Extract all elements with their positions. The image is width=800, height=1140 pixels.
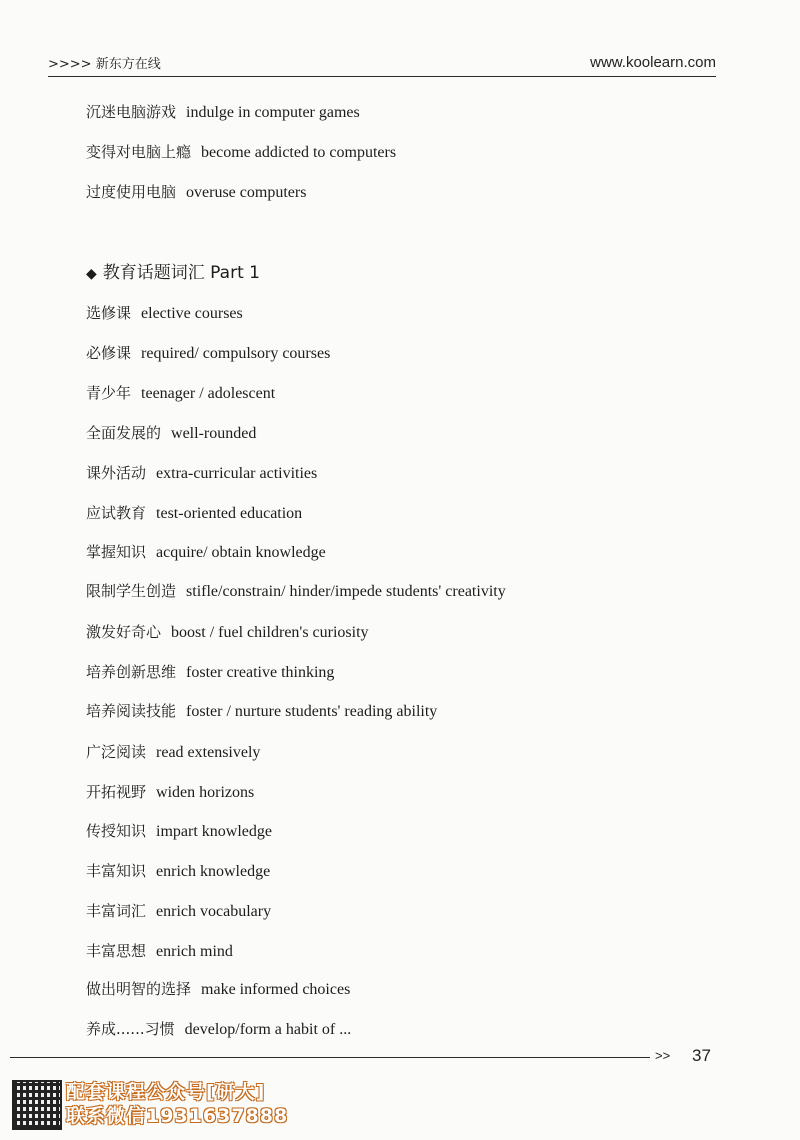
phrase-english: required/ compulsory courses bbox=[141, 345, 331, 362]
section-heading bbox=[86, 258, 260, 283]
page-header bbox=[48, 52, 716, 77]
phrase-chinese: 做出明智的选择 bbox=[86, 980, 192, 998]
phrase-english: teenager / adolescent bbox=[141, 385, 276, 402]
phrase-item bbox=[86, 302, 243, 323]
phrase-item bbox=[86, 541, 326, 562]
page-number: 37 bbox=[692, 1046, 711, 1065]
phrase-item bbox=[86, 382, 275, 403]
phrase-chinese: 培养阅读技能 bbox=[86, 702, 177, 720]
promo-watermark bbox=[66, 1080, 288, 1128]
phrase-chinese: 广泛阅读 bbox=[86, 743, 147, 761]
phrase-item bbox=[86, 342, 330, 363]
phrase-chinese: 选修课 bbox=[86, 304, 132, 322]
phrase-english: test-oriented education bbox=[156, 505, 303, 522]
phrase-item bbox=[86, 900, 271, 921]
phrase-chinese: 限制学生创造 bbox=[86, 582, 177, 600]
phrase-english: enrich knowledge bbox=[156, 863, 271, 880]
phrase-chinese: 必修课 bbox=[86, 344, 132, 362]
phrase-chinese: 养成......习惯 bbox=[86, 1020, 175, 1038]
phrase-english: well-rounded bbox=[171, 425, 257, 442]
phrase-english: overuse computers bbox=[186, 184, 307, 201]
phrase-english: enrich mind bbox=[156, 943, 233, 960]
phrase-chinese: 开拓视野 bbox=[86, 783, 147, 801]
phrase-english: develop/form a habit of ... bbox=[184, 1021, 352, 1038]
phrase-item bbox=[86, 700, 437, 721]
phrase-english: boost / fuel children's curiosity bbox=[171, 624, 369, 641]
phrase-item bbox=[86, 978, 350, 999]
phrase-chinese: 应试教育 bbox=[86, 504, 147, 522]
diamond-bullet-icon: ◆ bbox=[86, 266, 97, 282]
phrase-english: foster creative thinking bbox=[186, 664, 335, 681]
footer-arrows: >> bbox=[655, 1048, 671, 1063]
phrase-chinese: 课外活动 bbox=[86, 464, 147, 482]
phrase-chinese: 丰富思想 bbox=[86, 942, 147, 960]
phrase-english: indulge in computer games bbox=[186, 104, 360, 121]
phrase-item bbox=[86, 940, 233, 961]
footer-rule bbox=[10, 1057, 650, 1058]
phrase-item bbox=[86, 741, 260, 762]
phrase-chinese: 过度使用电脑 bbox=[86, 183, 177, 201]
phrase-chinese: 丰富知识 bbox=[86, 862, 147, 880]
phrase-chinese: 激发好奇心 bbox=[86, 623, 162, 641]
phrase-item bbox=[86, 422, 256, 443]
phrase-item bbox=[86, 781, 254, 802]
phrase-item bbox=[86, 820, 272, 841]
phrase-english: widen horizons bbox=[156, 784, 255, 801]
phrase-english: enrich vocabulary bbox=[156, 903, 272, 920]
phrase-item bbox=[86, 462, 317, 483]
promo-line-2: 联系微信1931637888 bbox=[66, 1105, 289, 1127]
qr-code-icon bbox=[14, 1082, 60, 1128]
header-brand: >>>> 新东方在线 bbox=[48, 57, 161, 72]
phrase-item bbox=[86, 141, 396, 162]
promo-line-1: 配套课程公众号[研大] bbox=[66, 1081, 266, 1103]
phrase-chinese: 掌握知识 bbox=[86, 543, 147, 561]
phrase-english: extra-curricular activities bbox=[156, 465, 318, 482]
phrase-item bbox=[86, 502, 302, 523]
phrase-english: acquire/ obtain knowledge bbox=[156, 544, 326, 561]
section-title-text: 教育话题词汇 Part 1 bbox=[102, 263, 260, 283]
phrase-english: foster / nurture students' reading ability bbox=[186, 703, 438, 720]
phrase-english: become addicted to computers bbox=[201, 144, 397, 161]
phrase-english: elective courses bbox=[141, 305, 243, 322]
phrase-item bbox=[86, 580, 506, 601]
phrase-item bbox=[86, 181, 306, 202]
phrase-chinese: 传授知识 bbox=[86, 822, 147, 840]
phrase-english: make informed choices bbox=[201, 981, 351, 998]
phrase-chinese: 变得对电脑上瘾 bbox=[86, 143, 192, 161]
phrase-item bbox=[86, 621, 369, 642]
phrase-item bbox=[86, 661, 334, 682]
phrase-english: stifle/constrain/ hinder/impede students' creativity bbox=[186, 583, 506, 600]
header-website: www.koolearn.com bbox=[590, 54, 716, 71]
phrase-item bbox=[86, 860, 270, 881]
phrase-chinese: 全面发展的 bbox=[86, 424, 162, 442]
phrase-english: impart knowledge bbox=[156, 823, 272, 840]
phrase-chinese: 培养创新思维 bbox=[86, 663, 177, 681]
phrase-english: read extensively bbox=[156, 744, 261, 761]
phrase-chinese: 青少年 bbox=[86, 384, 132, 402]
phrase-chinese: 丰富词汇 bbox=[86, 902, 147, 920]
phrase-item bbox=[86, 1018, 351, 1039]
phrase-chinese: 沉迷电脑游戏 bbox=[86, 103, 177, 121]
phrase-item bbox=[86, 101, 360, 122]
